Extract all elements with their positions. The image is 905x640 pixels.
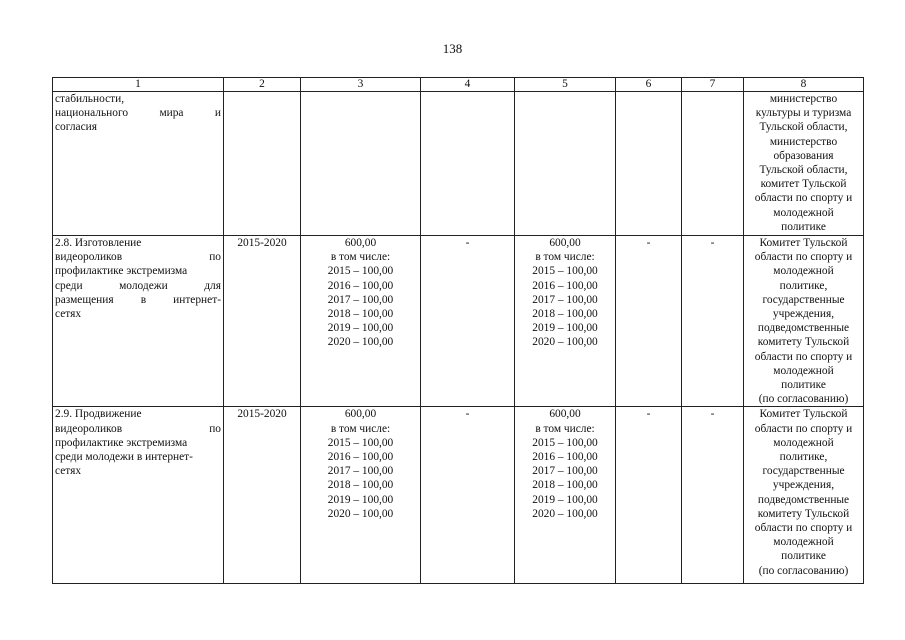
text-line: области по спорту и bbox=[754, 522, 853, 535]
text-line: сетях bbox=[55, 308, 82, 321]
responsible-cell bbox=[744, 236, 864, 407]
text-line: 2017 – 100,00 bbox=[532, 465, 598, 478]
activity-cell bbox=[53, 407, 224, 584]
text-line: области по спорту и bbox=[754, 422, 853, 435]
text-line: области по спорту и bbox=[754, 350, 853, 363]
text-line: 2018 – 100,00 bbox=[532, 479, 598, 492]
text-line: подведомственные bbox=[757, 322, 850, 335]
word: в bbox=[140, 293, 147, 306]
text-line: молодежной bbox=[773, 436, 834, 449]
word: видеороликов bbox=[55, 251, 123, 264]
regional-budget-cell bbox=[515, 92, 616, 236]
text-line: 2015 – 100,00 bbox=[327, 265, 394, 278]
text-line: комитету Тульской bbox=[757, 336, 850, 349]
text-line: профилактике экстремизма bbox=[55, 436, 188, 449]
word: для bbox=[204, 279, 221, 292]
text-line: 2017 – 100,00 bbox=[327, 293, 394, 306]
other-sources-cell bbox=[682, 92, 744, 236]
text-line: в том числе: bbox=[330, 251, 391, 264]
text-line: 2020 – 100,00 bbox=[532, 336, 598, 349]
text-line: области по спорту и bbox=[754, 251, 853, 264]
text-line: образования bbox=[773, 149, 834, 162]
word: размещения bbox=[55, 293, 114, 306]
text-line: 600,00 bbox=[344, 237, 377, 249]
text-line: 2015 – 100,00 bbox=[532, 436, 598, 449]
text-line: 2015 – 100,00 bbox=[532, 265, 598, 278]
header-col-8: 8 bbox=[744, 78, 864, 92]
other-sources-cell: - bbox=[682, 407, 744, 584]
header-col-3: 3 bbox=[301, 78, 421, 92]
text-line: 2019 – 100,00 bbox=[327, 493, 394, 506]
text-line: политике, bbox=[779, 451, 828, 464]
text-line: сетях bbox=[55, 465, 82, 478]
federal-budget-cell: - bbox=[421, 407, 515, 584]
text-line: учреждения, bbox=[772, 479, 835, 492]
text-line: в том числе: bbox=[535, 251, 595, 264]
text-line: 2020 – 100,00 bbox=[532, 507, 598, 520]
text-line: молодежной bbox=[773, 536, 834, 549]
text-line: молодежной bbox=[773, 265, 834, 278]
text-line: политике bbox=[781, 220, 826, 233]
text-line: молодежной bbox=[773, 206, 834, 219]
text-line: 2016 – 100,00 bbox=[532, 451, 598, 464]
text-line: 2018 – 100,00 bbox=[532, 308, 598, 321]
federal-budget-cell bbox=[421, 92, 515, 236]
text-line: 2015 – 100,00 bbox=[327, 436, 394, 449]
text-line: среди молодежи в интернет- bbox=[55, 451, 193, 464]
period-cell: 2015-2020 bbox=[224, 236, 301, 407]
text-line: Тульской области, bbox=[759, 164, 848, 177]
text-line: политике bbox=[781, 550, 826, 563]
text-line: 2020 – 100,00 bbox=[327, 336, 394, 349]
local-budget-cell: - bbox=[616, 407, 682, 584]
text-line: 2.9. Продвижение bbox=[55, 408, 142, 421]
text-line: 2019 – 100,00 bbox=[532, 493, 598, 506]
text-line: 600,00 bbox=[549, 408, 581, 421]
text-line: в том числе: bbox=[535, 422, 595, 435]
funding-total-cell bbox=[301, 236, 421, 407]
text-line: комитет Тульской bbox=[760, 178, 847, 191]
text-line bbox=[55, 106, 221, 120]
word: по bbox=[209, 422, 221, 435]
text-line: министерство bbox=[769, 93, 838, 105]
text-line: 2018 – 100,00 bbox=[327, 479, 394, 492]
text-line: профилактике экстремизма bbox=[55, 265, 188, 278]
text-line bbox=[55, 293, 221, 307]
text-line: 2017 – 100,00 bbox=[327, 465, 394, 478]
text-line: 2018 – 100,00 bbox=[327, 308, 394, 321]
header-col-4: 4 bbox=[421, 78, 515, 92]
text-line: 600,00 bbox=[549, 237, 581, 249]
period-cell: 2015-2020 bbox=[224, 407, 301, 584]
federal-budget-cell: - bbox=[421, 236, 515, 407]
page-number: 138 bbox=[442, 41, 463, 56]
header-col-1: 1 bbox=[53, 78, 224, 92]
text-line: государственные bbox=[762, 465, 845, 478]
word: национального bbox=[55, 107, 129, 120]
regional-budget-cell bbox=[515, 236, 616, 407]
text-line: 2.8. Изготовление bbox=[55, 237, 142, 249]
text-line: (по согласованию) bbox=[758, 564, 849, 577]
text-line: (по согласованию) bbox=[758, 393, 849, 406]
table-row bbox=[53, 407, 864, 584]
text-line: подведомственные bbox=[757, 493, 850, 506]
text-line: комитету Тульской bbox=[757, 507, 850, 520]
text-line: молодежной bbox=[773, 364, 834, 377]
text-line: 2016 – 100,00 bbox=[327, 451, 394, 464]
table-row bbox=[53, 236, 864, 407]
responsible-cell bbox=[744, 92, 864, 236]
funding-total-cell bbox=[301, 407, 421, 584]
text-line: 2017 – 100,00 bbox=[532, 293, 598, 306]
header-row bbox=[53, 78, 864, 92]
header-col-2: 2 bbox=[224, 78, 301, 92]
text-line: политике bbox=[781, 379, 826, 392]
program-table bbox=[52, 77, 864, 584]
word: видеороликов bbox=[55, 422, 123, 435]
responsible-cell bbox=[744, 407, 864, 584]
text-line: Тульской области, bbox=[759, 121, 848, 134]
text-line: 2016 – 100,00 bbox=[327, 279, 394, 292]
text-line: министерство bbox=[769, 135, 838, 148]
text-line: области по спорту и bbox=[754, 192, 853, 205]
text-line: 2019 – 100,00 bbox=[532, 322, 598, 335]
local-budget-cell: - bbox=[616, 236, 682, 407]
text-line bbox=[55, 250, 221, 264]
text-line: в том числе: bbox=[330, 422, 391, 435]
word: и bbox=[214, 107, 221, 120]
text-line: 2019 – 100,00 bbox=[327, 322, 394, 335]
header-col-7: 7 bbox=[682, 78, 744, 92]
word: интернет- bbox=[173, 293, 221, 306]
text-line: согласия bbox=[55, 121, 97, 134]
text-line: культуры и туризма bbox=[755, 107, 852, 120]
text-line: стабильности, bbox=[55, 93, 125, 105]
text-line: политике, bbox=[779, 279, 828, 292]
activity-cell bbox=[53, 236, 224, 407]
text-line: 2020 – 100,00 bbox=[327, 507, 394, 520]
other-sources-cell: - bbox=[682, 236, 744, 407]
word: по bbox=[209, 251, 221, 264]
text-line bbox=[55, 279, 221, 293]
period-cell bbox=[224, 92, 301, 236]
activity-cell bbox=[53, 92, 224, 236]
text-line: Комитет Тульской bbox=[759, 408, 848, 421]
header-col-6: 6 bbox=[616, 78, 682, 92]
word: молодежи bbox=[119, 279, 168, 292]
text-line: государственные bbox=[762, 293, 845, 306]
regional-budget-cell bbox=[515, 407, 616, 584]
funding-total-cell bbox=[301, 92, 421, 236]
text-line: учреждения, bbox=[772, 308, 835, 321]
text-line: Комитет Тульской bbox=[759, 237, 848, 249]
text-line bbox=[55, 422, 221, 436]
word: мира bbox=[159, 107, 184, 120]
text-line: 600,00 bbox=[344, 408, 377, 421]
word: среди bbox=[55, 279, 83, 292]
local-budget-cell bbox=[616, 92, 682, 236]
text-line: 2016 – 100,00 bbox=[532, 279, 598, 292]
table-row bbox=[53, 92, 864, 236]
header-col-5: 5 bbox=[515, 78, 616, 92]
